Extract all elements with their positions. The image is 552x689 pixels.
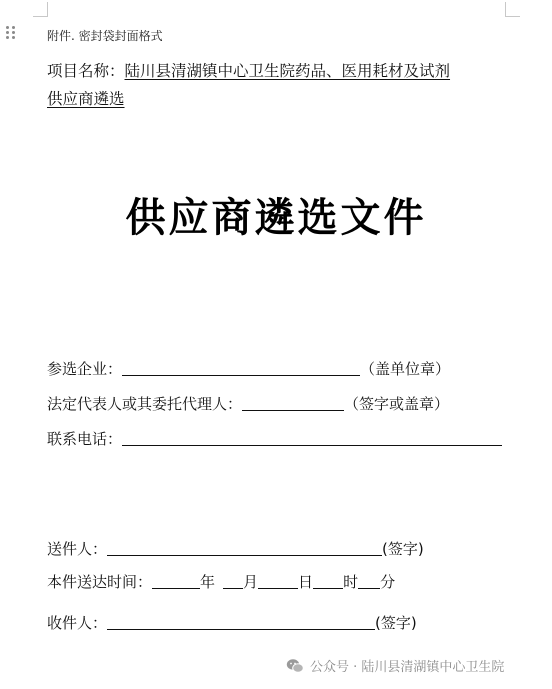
field-receiver [47, 612, 417, 634]
hour-label: 时 [343, 573, 359, 591]
document-title: 供应商遴选文件 [125, 195, 427, 241]
project-label: 项目名称： [47, 62, 125, 80]
sender-blank-line [107, 539, 382, 556]
day-label: 日 [298, 573, 314, 591]
project-name-line2: 供应商遴选 [47, 90, 125, 108]
field-phone [47, 428, 502, 450]
receiver-blank-line [107, 613, 375, 630]
minute-blank-line [358, 572, 380, 589]
year-blank-line [152, 572, 200, 589]
field-send-time [47, 571, 395, 593]
year-label: 年 [200, 573, 216, 591]
phone-label: 联系电话： [47, 430, 123, 448]
project-name-line1: 陆川县清湖镇中心卫生院药品、医用耗材及试剂 [124, 62, 451, 80]
representative-note: （签字或盖章） [344, 395, 450, 413]
sender-note: (签字) [382, 540, 424, 558]
receiver-label: 收件人： [47, 614, 108, 632]
field-sender [47, 538, 424, 560]
month-blank-line [223, 572, 243, 589]
representative-label: 法定代表人或其委托代理人： [47, 395, 243, 413]
attachment-label: 附件. 密封袋封面格式 [47, 29, 163, 43]
drag-handle-icon[interactable] [6, 26, 18, 40]
page-corner-mark-left [33, 2, 48, 17]
company-blank-line [122, 359, 360, 376]
send-time-label: 本件送达时间： [47, 573, 153, 591]
representative-blank-line [242, 394, 344, 411]
day-blank-line [258, 572, 298, 589]
sender-label: 送件人： [47, 540, 108, 558]
field-representative [47, 393, 449, 415]
hour-blank-line [313, 572, 343, 589]
month-label: 月 [243, 573, 259, 591]
wechat-icon [286, 658, 304, 674]
company-note: （盖单位章） [360, 360, 451, 378]
watermark [286, 656, 504, 675]
watermark-text: 公众号 · 陆川县清湖镇中心卫生院 [310, 660, 505, 675]
minute-label: 分 [380, 573, 396, 591]
field-company [47, 358, 450, 380]
company-label: 参选企业： [47, 360, 123, 378]
receiver-note: (签字) [375, 614, 417, 632]
project-name-block [47, 57, 517, 113]
page-corner-mark-right [505, 2, 520, 17]
phone-blank-line [122, 429, 502, 446]
